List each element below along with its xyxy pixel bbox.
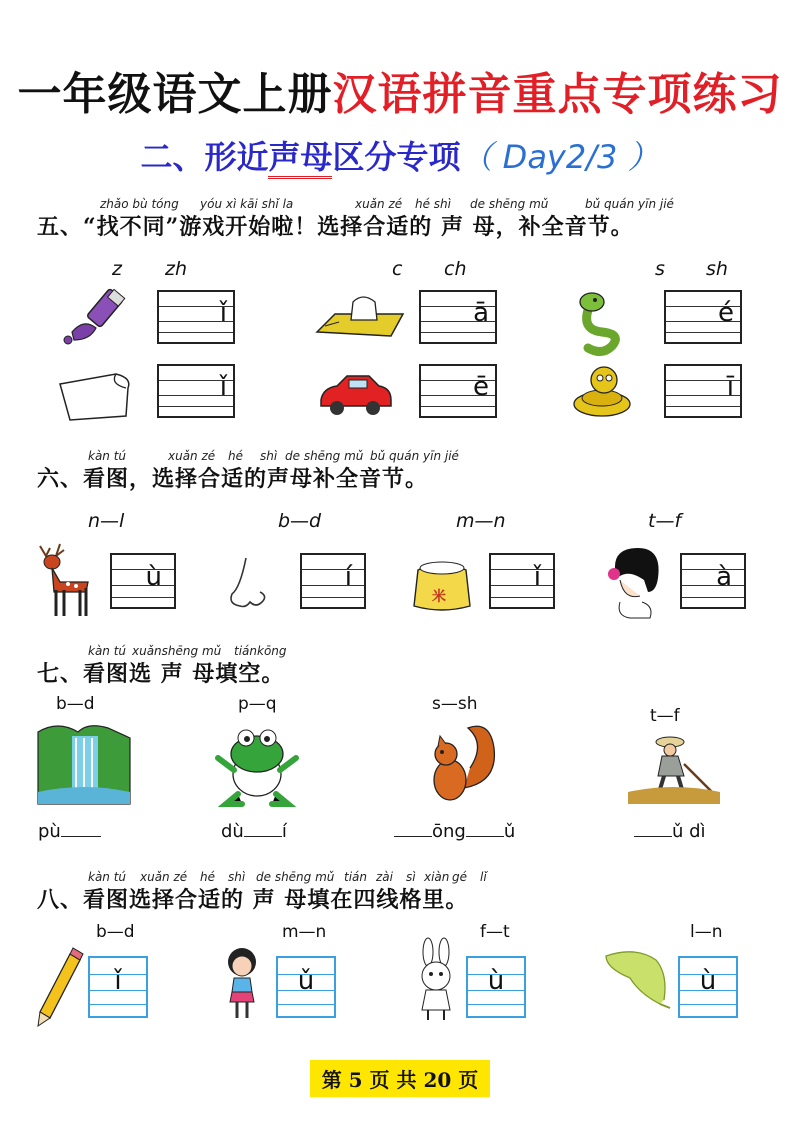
pinyin: xuǎnshēng mǔ xyxy=(132,644,222,658)
little-girl-image xyxy=(220,946,264,1022)
option: b—d xyxy=(278,510,322,532)
car-image xyxy=(315,372,395,418)
option: l—n xyxy=(690,922,723,942)
final: ī xyxy=(726,372,734,402)
option: t—f xyxy=(650,706,680,726)
pinyin: yóu xì kāi shǐ la xyxy=(200,197,294,211)
blank-item-1: pù xyxy=(38,820,101,842)
option: s xyxy=(655,258,665,280)
final: à xyxy=(716,562,732,592)
grid-box[interactable] xyxy=(664,364,742,418)
pinyin: hé xyxy=(228,449,243,463)
rice-label: 米 xyxy=(432,589,446,605)
pinyin: de shēng mǔ xyxy=(470,197,549,211)
page-number: 第 5 页 共 20 页 xyxy=(310,1060,491,1097)
pinyin: de shēng mǔ xyxy=(256,870,335,884)
grid-box[interactable] xyxy=(88,956,148,1018)
question-5: 五、“找不同”游戏开始啦！选择合适的 声 母，补全音节。 xyxy=(37,214,634,240)
grid-box[interactable] xyxy=(110,553,176,609)
final: é xyxy=(718,298,734,328)
girl-hair-image xyxy=(606,546,662,618)
pinyin: tián xyxy=(344,870,367,884)
pinyin: xuǎn zé xyxy=(355,197,403,211)
waterfall-image xyxy=(38,722,130,804)
pinyin: shì xyxy=(260,449,278,463)
grid-box[interactable] xyxy=(678,956,738,1018)
final: í xyxy=(344,562,352,592)
grid-box[interactable] xyxy=(157,364,235,418)
grid-box[interactable] xyxy=(419,290,497,344)
grid-box[interactable] xyxy=(300,553,366,609)
pencil-image xyxy=(34,950,84,1026)
final: ǐ xyxy=(219,372,227,402)
question-8: 八、看图选择合适的 声 母填在四线格里。 xyxy=(37,887,469,913)
tea-table-image xyxy=(315,292,405,342)
option: z xyxy=(112,258,122,280)
farmer-image xyxy=(628,734,720,804)
answer-blank[interactable] xyxy=(634,820,672,837)
grid-box[interactable] xyxy=(664,290,742,344)
final: ù xyxy=(487,966,505,996)
paper-image xyxy=(56,370,136,422)
pinyin: sì xyxy=(406,870,416,884)
option: m—n xyxy=(282,922,327,942)
final: ù xyxy=(145,562,162,592)
grid-box[interactable] xyxy=(419,364,497,418)
pinyin: hé shì xyxy=(415,197,451,211)
grid-box[interactable] xyxy=(276,956,336,1018)
pinyin: gé xyxy=(452,870,467,884)
squirrel-image xyxy=(424,722,500,808)
option: b—d xyxy=(96,922,135,942)
option: n—l xyxy=(88,510,125,532)
option: m—n xyxy=(456,510,506,532)
option: ch xyxy=(444,258,467,280)
pinyin: shì xyxy=(228,870,246,884)
final: ǔ xyxy=(297,966,315,996)
pinyin: de shēng mǔ xyxy=(285,449,364,463)
pinyin: bǔ quán yīn jié xyxy=(585,197,674,211)
pinyin: bǔ quán yīn jié xyxy=(370,449,459,463)
blank-item-2: dù í xyxy=(221,821,287,842)
pinyin: zhǎo bù tóng xyxy=(100,197,179,211)
answer-blank[interactable] xyxy=(244,820,282,837)
pinyin: zài xyxy=(376,870,393,884)
rabbit-image xyxy=(410,938,462,1024)
frog-image xyxy=(214,722,300,806)
option: sh xyxy=(706,258,728,280)
pinyin: kàn tú xyxy=(88,644,127,658)
option: f—t xyxy=(480,922,510,942)
pinyin: xiàn xyxy=(424,870,450,884)
final: ē xyxy=(473,372,489,402)
page-title: 一年级语文上册汉语拼音重点专项练习 xyxy=(17,69,783,120)
option: c xyxy=(392,258,403,280)
nose-image xyxy=(228,556,272,612)
answer-blank[interactable] xyxy=(466,820,504,837)
option: b—d xyxy=(56,694,95,714)
grid-box[interactable] xyxy=(489,553,555,609)
pinyin: tiánkōng xyxy=(234,644,287,658)
pinyin: hé xyxy=(200,870,215,884)
grid-box[interactable] xyxy=(466,956,526,1018)
answer-blank[interactable] xyxy=(394,820,432,837)
page-footer xyxy=(0,1060,800,1097)
question-7: 七、看图选 声 母填空。 xyxy=(37,661,285,687)
option: p—q xyxy=(238,694,277,714)
answer-blank[interactable] xyxy=(61,820,101,837)
final: ù xyxy=(699,966,717,996)
final: ǐ xyxy=(533,562,541,592)
option: zh xyxy=(165,258,188,280)
snake-image xyxy=(568,290,634,350)
pinyin: xuǎn zé xyxy=(140,870,188,884)
blank-item-4: ǔ dì xyxy=(634,820,706,842)
option: t—f xyxy=(648,510,682,532)
toothpaste-image xyxy=(62,288,142,350)
pinyin: xuǎn zé xyxy=(168,449,216,463)
grid-box[interactable] xyxy=(680,553,746,609)
ginkgo-leaf-image xyxy=(604,950,674,1008)
final: ǐ xyxy=(219,298,227,328)
final: ā xyxy=(473,298,489,328)
page-subtitle: 二、形近声母区分专项（ Day2/3 ） xyxy=(0,132,800,178)
final: ǐ xyxy=(114,966,122,996)
option: s—sh xyxy=(432,694,478,714)
blank-item-3: ōng ǔ xyxy=(394,820,515,842)
deer-image xyxy=(34,542,96,618)
pinyin: lǐ xyxy=(480,870,487,884)
grid-box[interactable] xyxy=(157,290,235,344)
pinyin: kàn tú xyxy=(88,449,127,463)
pinyin: kàn tú xyxy=(88,870,127,884)
question-6: 六、看图，选择合适的声母补全音节。 xyxy=(37,466,429,492)
snake-coil-image xyxy=(570,364,634,420)
